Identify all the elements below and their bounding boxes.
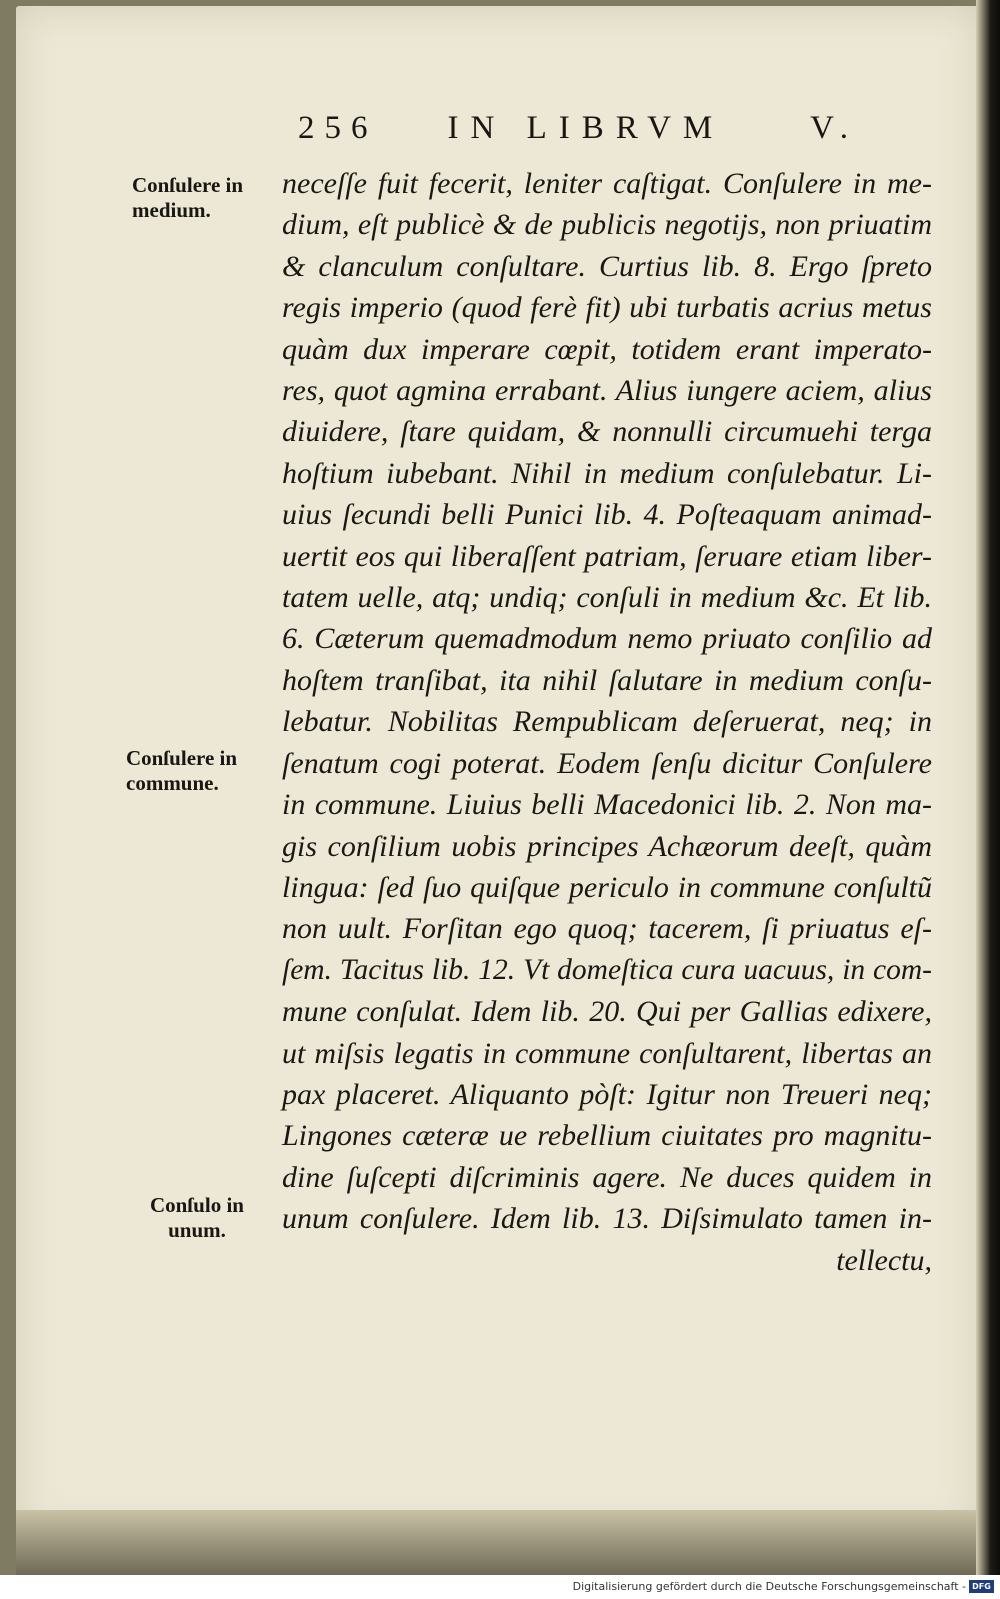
text-line: quàm dux imperare cœpit, totidem erant imperato- bbox=[282, 332, 932, 366]
text-line: hoſtium iubebant. Nihil in medium conſulebatur. Li- bbox=[282, 456, 932, 490]
text-line: 6. Cæterum quemadmodum nemo priuato conſilio ad bbox=[282, 622, 932, 656]
margin-note-line: Conſulere in bbox=[126, 746, 238, 770]
margin-note-line: Conſulere in bbox=[132, 173, 244, 197]
text-line: regis imperio (quod ferè fit) ubi turbatis acrius metus bbox=[282, 291, 932, 325]
page-edge-shadow bbox=[16, 1510, 980, 1575]
text-line: lingua: ſed ſuo quiſque periculo in commune conſultũ bbox=[282, 870, 932, 904]
text-line: dium, eſt publicè & de publicis negotijs, non priuatim bbox=[282, 208, 932, 242]
margin-note-line: medium. bbox=[132, 198, 211, 222]
running-head-volume: V. bbox=[810, 110, 858, 146]
text-line: non uult. Forſitan ego quoq; tacerem, ſi priuatus eſ- bbox=[282, 912, 932, 946]
text-line: ut miſsis legatis in commune conſultarent, libertas an bbox=[282, 1036, 932, 1070]
text-line: hoſtem tranſibat, ita nihil ſalutare in medium conſu- bbox=[282, 663, 932, 697]
margin-note-line: commune. bbox=[126, 771, 219, 795]
margin-note-line: unum. bbox=[168, 1218, 226, 1242]
text-line: gis conſilium uobis principes Achæorum deeſt, quàm bbox=[282, 829, 932, 863]
text-line: in commune. Liuius belli Macedonici lib. 2. Non ma- bbox=[282, 788, 932, 822]
text-line: unum conſulere. Idem lib. 13. Diſsimulato tamen in- bbox=[282, 1202, 932, 1236]
text-line: mune conſulat. Idem lib. 20. Qui per Gallias edixere, bbox=[282, 995, 932, 1029]
margin-note-line: Conſulo in bbox=[150, 1193, 244, 1217]
text-line: Lingones cæteræ ue rebellium ciuitates pro magnitu- bbox=[282, 1119, 932, 1153]
catchword: tellectu, bbox=[836, 1243, 932, 1277]
body-text bbox=[282, 163, 932, 1281]
text-line: & clanculum conſultare. Curtius lib. 8. Ergo ſpreto bbox=[282, 249, 932, 283]
text-line: uertit eos qui liberaſſent patriam, ſeruare etiam liber- bbox=[282, 539, 932, 573]
text-line: dine ſuſcepti diſcriminis agere. Ne duces quidem in bbox=[282, 1160, 932, 1194]
text-line: uius ſecundi belli Punici lib. 4. Poſteaquam animad- bbox=[282, 498, 932, 532]
text-line: lebatur. Nobilitas Rempublicam deſeruerat, neq; in bbox=[282, 705, 932, 739]
margin-note bbox=[150, 1193, 244, 1243]
text-line: neceſſe fuit fecerit, leniter caſtigat. Conſulere in me- bbox=[282, 167, 932, 200]
text-line: diuidere, ſtare quidam, & nonnulli circumuehi terga bbox=[282, 415, 932, 449]
running-head bbox=[298, 110, 858, 147]
footer-credit: Digitalisierung gefördert durch die Deutsche Forschungsgemeinschaft - bbox=[572, 1580, 966, 1593]
page-number: 256 bbox=[298, 110, 378, 146]
book-spine bbox=[976, 0, 1000, 1575]
text-line: pax placeret. Aliquanto pòſt: Igitur non Treueri neq; bbox=[282, 1077, 932, 1111]
text-line: tatem uelle, atq; undiq; conſuli in medium &c. Et lib. bbox=[282, 581, 932, 615]
margin-note bbox=[126, 746, 237, 796]
running-head-title: IN LIBRVM bbox=[447, 110, 725, 146]
margin-note bbox=[132, 173, 243, 223]
text-line: ſem. Tacitus lib. 12. Vt domeſtica cura uacuus, in com- bbox=[282, 953, 932, 986]
footer-bar bbox=[0, 1575, 1000, 1599]
dfg-logo-icon: DFG bbox=[969, 1580, 994, 1593]
text-line: res, quot agmina errabant. Alius iungere aciem, alius bbox=[282, 374, 932, 408]
text-line: ſenatum cogi poterat. Eodem ſenſu dicitur Conſulere bbox=[282, 746, 932, 780]
